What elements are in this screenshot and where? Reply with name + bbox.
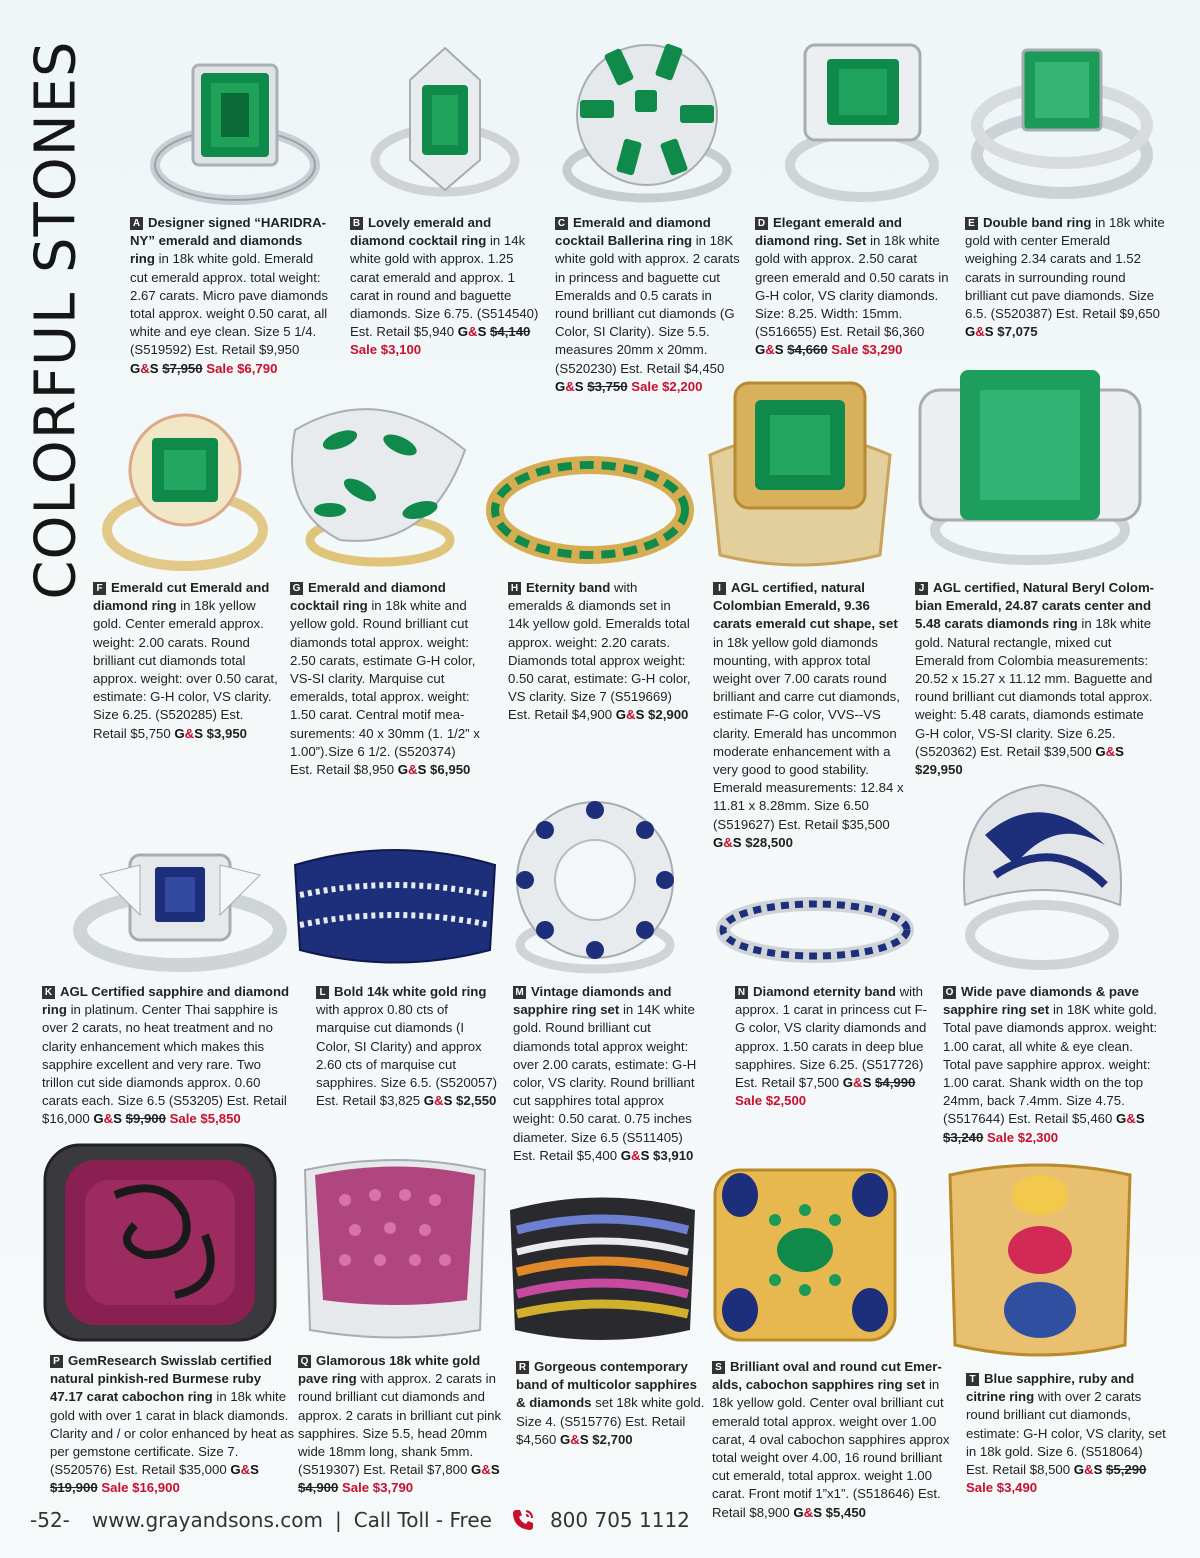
item-letter: C (555, 217, 568, 230)
item-title: AGL Certified sapphire and diamond ring (42, 984, 290, 1018)
ring-image-o (955, 775, 1130, 975)
emerald-sapphire-ring-icon (705, 1150, 905, 1355)
gs-price: $4,140 (490, 324, 531, 340)
emerald-gold-ring-icon (90, 400, 280, 575)
ring-image-g (280, 390, 480, 570)
emerald-ring-icon (775, 35, 950, 205)
item-title: Glamorous 18k white gold pave ring (298, 1353, 481, 1387)
item-e (965, 214, 1165, 341)
ring-image-h (485, 445, 695, 570)
gs-label: G&S (620, 1147, 650, 1163)
item-text: in 18k yellow gold diamonds mounting, with approx total weight over 7.00 carats round brilliant and carre cut diamonds, estimate F-G color, VVS--VS clarity. Emerald has uncommon moderate enhancement with a very good to good stability. Emerald measurements: 12.84 x 11.81 x 8.28mm. Size 6.50 (S519627) Est. Retail $35,500 (713, 634, 904, 832)
phone-number[interactable]: 800 705 1112 (549, 1508, 690, 1532)
item-text: in 14K white gold. Round brilliant cut diamonds total approx weight: over 2.00 carats, estimate: G-H color, VS clarity. Round brilliant cut sapphires total approx weight: 0.50 carat. 0.75 inches diameter. Size 6.5 (S511405) Est. Retail $5,400 (513, 1002, 697, 1163)
gs-label: G&S (555, 378, 584, 394)
item-m (513, 983, 703, 1165)
ring-image-c (550, 30, 745, 205)
item-p (50, 1352, 295, 1498)
item-letter: D (755, 217, 768, 230)
item-letter: T (966, 1373, 979, 1386)
gs-label: G&S (471, 1462, 500, 1478)
gs-price: $4,990 (875, 1075, 916, 1091)
item-l (316, 983, 501, 1110)
item-c (555, 214, 745, 396)
item-letter: E (965, 217, 978, 230)
gs-price: $29,950 (915, 762, 963, 778)
ring-image-a (135, 45, 335, 205)
gs-label: G&S (755, 342, 784, 358)
item-title: Elegant emerald and diamond ring. (755, 215, 902, 249)
gs-label: G&S (397, 762, 427, 778)
sale-price: Sale $3,490 (966, 1480, 1038, 1496)
emerald-gold-ring-icon (700, 375, 900, 570)
item-title: AGL certified, natural Colombian Emerald, 9.36 carats emerald cut shape, set (713, 580, 898, 632)
eternity-band-icon (485, 445, 695, 570)
gs-label: G&S (174, 725, 203, 741)
item-title: Emerald and diamond cocktail Ballerina ring (555, 215, 711, 249)
item-title: Wide pave diamonds & pave sapphire ring set (943, 984, 1139, 1018)
item-k (42, 983, 292, 1129)
item-title: Eternity band (526, 580, 611, 595)
item-title: Bold 14k white gold ring (334, 984, 487, 999)
item-letter: H (508, 582, 521, 595)
gs-price: $9,900 (125, 1111, 166, 1127)
sale-price: Sale $2,300 (987, 1129, 1059, 1145)
item-title: AGL certified, Natural Beryl Colom-bian Emerald, 24.87 carats center and 5.48 carats diamonds ring (915, 580, 1155, 632)
ring-image-s (705, 1150, 905, 1355)
gs-price: $6,950 (430, 762, 471, 778)
phone-icon (510, 1507, 536, 1533)
item-letter: M (513, 986, 526, 999)
item-text: in 18k white and yellow gold. Round brilliant cut diamonds total approx. weight: 2.50 carats, estimate G-H color, VS-SI clarity. Marquise cut emeralds, total approx. weight: 1.50 carat. Central motif mea-surements: 40 x 30mm (1. 1/2” x 1.00”).Size 6 1/2. (S520374) Est. Retail $8,950 (290, 598, 480, 778)
item-text: in 18k white gold with over 1 carat in black diamonds. Clarity and / or color enhanced by heat as per gemstone certificate. Size 7. (S520576) Est. Retail $35,000 (50, 1389, 295, 1478)
item-q (298, 1352, 503, 1498)
gs-label: G&S (965, 324, 994, 340)
item-letter: J (915, 582, 928, 595)
sale-price: Sale $3,290 (831, 342, 903, 358)
gs-label: G&S (615, 707, 645, 723)
gs-label: G&S (93, 1111, 122, 1127)
item-j (915, 579, 1155, 779)
item-text: in 18k white gold with center Emerald weighing 2.34 carats and 1.52 carats in surrounding round brilliant cut pave diamonds. Size 6.5. (S520387) Est. Retail $9,650 (965, 215, 1165, 322)
gs-price: $3,750 (587, 378, 628, 394)
item-text: set 18k white gold. Size 4. (S515776) Est. Retail $4,560 (516, 1395, 705, 1447)
item-letter: B (350, 217, 363, 230)
gs-label: G&S (560, 1431, 589, 1447)
item-title: Double band ring (983, 215, 1092, 230)
item-text: in 14k white gold with approx. 1.25 carat emerald and approx. 1 carat in round and baguette diamonds. Size 6.75. (S514540) Est. Retail $5,940 (350, 233, 539, 340)
item-b (350, 214, 540, 360)
sale-price: Sale $6,790 (206, 360, 278, 376)
emerald-marquise-ring-icon (280, 390, 480, 570)
item-g (290, 579, 480, 779)
item-h (508, 579, 693, 725)
page-footer (30, 1500, 730, 1540)
item-title: Designer signed “HARIDRA-NY” emerald and diamonds ring (130, 215, 327, 267)
sale-price: Sale $2,500 (735, 1093, 807, 1109)
page-title-text: COLORFUL STONES (23, 40, 89, 600)
gs-price: $5,450 (825, 1504, 866, 1520)
item-title: Brilliant oval and round cut Emer-alds, cabochon sapphires ring set (712, 1359, 942, 1393)
item-letter: S (712, 1361, 725, 1374)
sapphire-band-icon (290, 835, 500, 970)
item-letter: L (316, 986, 329, 999)
ring-image-r (505, 1190, 700, 1350)
gs-price: $2,550 (456, 1093, 497, 1109)
gs-price: $7,950 (162, 360, 203, 376)
item-letter: P (50, 1355, 63, 1368)
ring-image-e (965, 30, 1160, 205)
gs-label: G&S (1116, 1111, 1145, 1127)
item-letter: G (290, 582, 303, 595)
ring-image-l (290, 835, 500, 970)
item-title: GemResearch Swisslab certified natural pinkish-red Burmese ruby 47.17 carat cabochon ring (50, 1353, 272, 1405)
ring-image-m (505, 795, 685, 975)
item-text: in platinum. Center Thai sapphire is over 2 carats, no heat treatment and no clarity enhancement which makes this sapphire excellent and very rare. Two trillon cut side diamonds approx. 0.60 carats each. Size 6.5 (S53205) Est. Retail $16,000 (42, 1002, 287, 1127)
gs-label: G&S (130, 360, 159, 376)
item-title: Emerald cut Emerald and diamond ring (93, 580, 270, 614)
item-text: with approx. 1 carat in princess cut F-G color, VS clarity diamonds and approx. 1.50 carats in deep blue sapphires. Size 6.25. (S517726) Est. Retail $7,500 (735, 984, 928, 1091)
gs-label: G&S (457, 324, 487, 340)
item-letter: I (713, 582, 726, 595)
item-letter: Q (298, 1355, 311, 1368)
gs-label: G&S (423, 1093, 453, 1109)
item-text: in 18K white gold. Total pave diamonds approx. weight: 1.00 carat, all white & eye clean. Total pave sapphire approx. weight: 1.00 carat. Shank width on the top 24mm, back 7.4mm. Size 4.75. (S517644) Est. Retail $5,460 (943, 1002, 1158, 1127)
gs-price: $28,500 (745, 834, 793, 850)
item-text: in 18k white gold with approx. 2.50 carat green emerald and 0.50 carats in G-H color, VS clarity diamonds. Size: 8.25. Width: 15mm. (S516655) Est. Retail $6,360 (755, 233, 949, 340)
ring-image-i (700, 375, 900, 570)
item-text: with approx. 2 carats in round brilliant cut diamonds and approx. 2 carats in brilliant cut pink sapphires. Size 5.5, head 20mm wide 18mm long, shank 5mm. (S519307) Est. Retail $7,800 (298, 1371, 502, 1478)
item-text: in 18k white gold. Natural rectangle, mixed cut Emerald from Colombia measurements: 20.52 x 15.27 x 11.12 mm. Baguette and round brilliant cut diamonds total approx. weight: 5.48 carats, diamonds estimate G-H color, VS-SI clarity. Size 6.25. (S520362) Est. Retail $39,500 (915, 616, 1153, 759)
emerald-ring-icon (135, 45, 335, 205)
item-o (943, 983, 1163, 1147)
website-link[interactable]: www.grayandsons.com (91, 1508, 323, 1532)
item-letter: A (130, 217, 143, 230)
item-title: Blue sapphire, ruby and citrine ring (966, 1371, 1135, 1405)
item-letter: F (93, 582, 106, 595)
gs-label: G&S (793, 1504, 822, 1520)
item-letter: O (943, 986, 956, 999)
multicolor-band-icon (505, 1190, 700, 1350)
item-letter: N (735, 986, 748, 999)
item-title-set: Set (845, 233, 867, 249)
item-text: in 18K white gold with approx. 2 carats in princess and baguette cut Emeralds and 0.5 carats in round brilliant cut diamonds (G Color, SI Clarity). Size 5.5. measures 20mm x 20mm. (S520230) Est. Retail $4,450 (555, 233, 740, 376)
ring-image-b (360, 40, 530, 200)
item-f (93, 579, 278, 743)
sapphire-ring-icon (70, 845, 290, 975)
gs-price: $4,900 (298, 1480, 339, 1496)
sale-price: Sale $5,850 (169, 1111, 241, 1127)
tricolor-ring-icon (940, 1155, 1140, 1365)
item-a (130, 214, 330, 378)
gs-label: G&S (842, 1075, 872, 1091)
item-text: with emeralds & diamonds set in 14k yellow gold. Emeralds total approx. weight: 2.20 carats. Diamonds total approx weight: 0.50 carat, estimate: G-H color, VS clarity. Size 7 (S519669) Est. Retail $4,900 (508, 580, 691, 723)
item-letter: R (516, 1361, 529, 1374)
item-title: Lovely emerald and diamond cocktail ring (350, 215, 492, 249)
ring-image-q (295, 1150, 495, 1345)
item-s (712, 1358, 952, 1522)
pink-pave-ring-icon (295, 1150, 495, 1345)
ring-image-k (70, 845, 290, 975)
sale-price: Sale $16,900 (101, 1480, 180, 1496)
gs-price: $3,950 (206, 725, 247, 741)
gs-label: G&S (713, 834, 742, 850)
pave-ring-icon (955, 775, 1130, 975)
ring-image-j (900, 365, 1160, 570)
gs-label: G&S (1095, 743, 1124, 759)
gs-label: G&S (230, 1462, 259, 1478)
item-r (516, 1358, 706, 1449)
gs-price: $3,240 (943, 1129, 984, 1145)
emerald-cluster-ring-icon (550, 30, 745, 205)
emerald-ring-icon (965, 30, 1160, 205)
sale-price: Sale $2,200 (631, 378, 703, 394)
gs-price: $4,660 (787, 342, 828, 358)
page-number: -52- (30, 1508, 70, 1532)
ring-image-p (35, 1135, 285, 1350)
call-label: Call Toll - Free (353, 1508, 492, 1532)
item-text: with over 2 carats round brilliant cut diamonds, estimate: G-H color, VS clarity, set in 18k gold. Size 6. (S518064) Est. Retail $8,500 (966, 1389, 1166, 1478)
ring-image-n (715, 895, 915, 965)
item-title: Diamond eternity band (753, 984, 896, 999)
ruby-ring-icon (35, 1135, 285, 1350)
gs-price: $7,075 (997, 324, 1038, 340)
item-letter: K (42, 986, 55, 999)
eternity-band-icon (715, 895, 915, 965)
emerald-ring-icon (900, 365, 1160, 570)
gs-price: $5,290 (1106, 1462, 1147, 1478)
item-text: with approx 0.80 cts of marquise cut diamonds (I Color, SI Clarity) and approx 2.60 cts of marquise cut sapphires. Size 6.5. (S520057) Est. Retail $3,825 (316, 1002, 498, 1109)
item-title: Emerald and diamond cocktail ring (290, 580, 446, 614)
ring-image-t (940, 1155, 1140, 1365)
item-n (735, 983, 930, 1110)
gs-price: $2,900 (648, 707, 689, 723)
ring-image-f (90, 400, 280, 575)
gs-price: $2,700 (592, 1431, 633, 1447)
footer-separator: | (334, 1508, 342, 1532)
item-title: Vintage diamonds and sapphire ring set (513, 984, 672, 1018)
sapphire-cluster-ring-icon (505, 795, 685, 975)
sale-price: Sale $3,790 (342, 1480, 414, 1496)
item-text: in 18k white gold. Emerald cut emerald approx. total weight: 2.67 carats. Micro pave diamonds total approx. weight 0.50 carat, all white and eye clean. Size 5 1/4. (S519592) Est. Retail $9,950 (130, 251, 328, 358)
item-t (966, 1370, 1166, 1497)
item-d (755, 214, 950, 360)
emerald-ring-icon (360, 40, 530, 200)
gs-price: $3,910 (653, 1147, 694, 1163)
gs-price: $19,900 (50, 1480, 98, 1496)
item-i (713, 579, 908, 852)
item-title: Gorgeous contemporary band of multicolor sapphires & diamonds (516, 1359, 697, 1411)
item-text: in 18k yellow gold. Center emerald approx. weight: 2.00 carats. Round brilliant cut diamonds total approx. weight: over 0.50 carat, estimate: G-H color, VS clarity. Size 6.25. (S520285) Est. Retail $5,750 (93, 598, 278, 741)
sale-price: Sale $3,100 (350, 342, 422, 358)
item-text: in 18k yellow gold. Center oval brilliant cut emerald total approx. weight over 1.00 carat, 4 oval cabochon sapphires approx total weight over 4.00, 16 round brilliant cut emerald, total approx. weight 1.00 carat. Front motif 1”x1”. (S518646) Est. Retail $8,900 (712, 1377, 950, 1520)
ring-image-d (775, 35, 950, 205)
page-title (23, 40, 89, 600)
gs-label: G&S (1073, 1462, 1103, 1478)
